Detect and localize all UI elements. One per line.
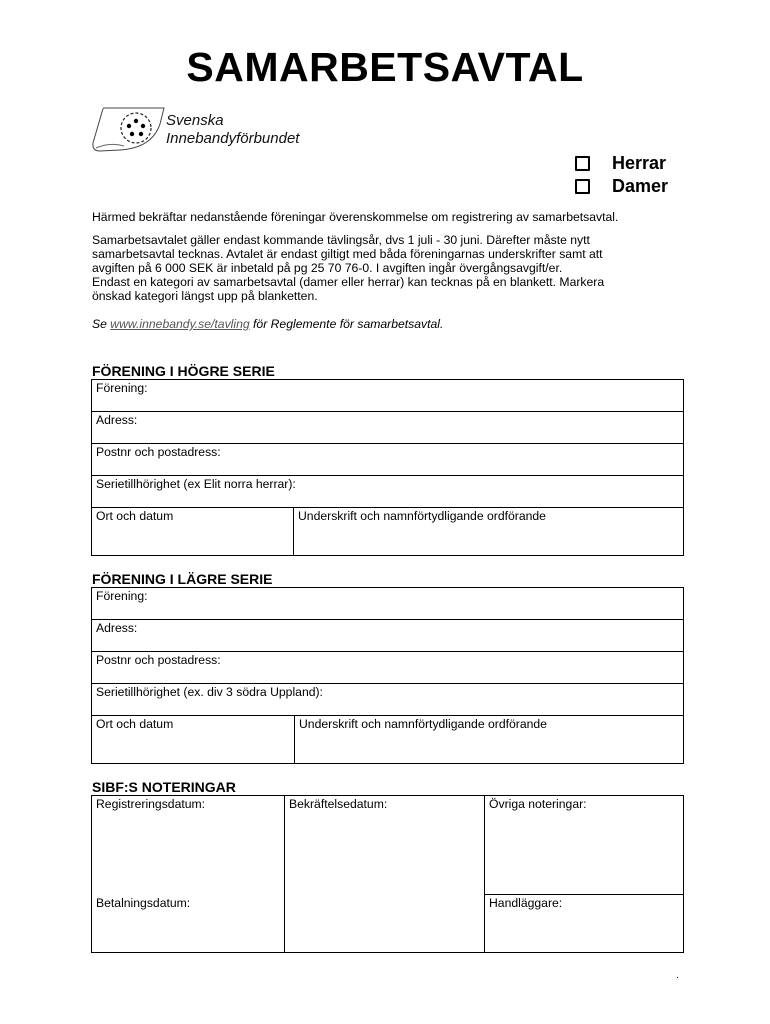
higher-ort-field[interactable] <box>92 508 294 556</box>
field-label: Postnr och postadress: <box>96 445 221 459</box>
terms-line: Samarbetsavtalet gäller endast kommande tävlingsår, dvs 1 juli - 30 juni. Därefter måste nytt <box>92 233 590 247</box>
logo-line-1: Svenska <box>166 112 224 129</box>
herrar-checkbox[interactable] <box>575 156 590 171</box>
terms-line: samarbetsavtal tecknas. Avtalet är endast giltigt med båda föreningarnas underskrifter samt att <box>92 247 603 261</box>
higher-series-form <box>91 379 684 556</box>
lower-forening-field[interactable] <box>92 588 684 620</box>
lower-serie-field[interactable] <box>92 684 684 716</box>
herrar-label: Herrar <box>612 153 667 173</box>
registrering-field[interactable] <box>92 796 209 812</box>
logo-line-2: Innebandyförbundet <box>166 130 300 147</box>
field-label: Övriga noteringar: <box>489 797 587 811</box>
intro-text-1: Härmed bekräftar nedanstående föreningar överenskommelse om registrering av samarbetsavtal. <box>92 210 619 224</box>
lower-adress-field[interactable] <box>92 620 684 652</box>
damer-label: Damer <box>612 176 669 196</box>
field-label: Serietillhörighet (ex Elit norra herrar): <box>96 477 296 491</box>
field-label: Postnr och postadress: <box>96 653 221 667</box>
field-label: Serietillhörighet (ex. div 3 södra Uppland): <box>96 685 323 699</box>
field-label: Adress: <box>96 413 138 427</box>
field-label: Adress: <box>96 621 138 635</box>
field-label: Förening: <box>96 381 148 395</box>
see-suffix: för Reglemente för samarbetsavtal. <box>249 317 444 331</box>
lower-series-form <box>91 587 684 764</box>
rules-reference <box>92 317 692 331</box>
sibf-notes-box <box>91 795 684 953</box>
option-damer[interactable] <box>575 175 668 198</box>
lower-postnr-field[interactable] <box>92 652 684 684</box>
footer-mark: . <box>676 970 679 981</box>
betalning-field[interactable] <box>92 895 194 911</box>
field-label: Underskrift och namnförtydligande ordförande <box>299 717 547 731</box>
see-prefix: Se <box>92 317 111 331</box>
floorball-icon <box>90 104 170 156</box>
rules-link[interactable]: www.innebandy.se/tavling <box>110 317 250 331</box>
field-label: Bekräftelsedatum: <box>289 797 388 811</box>
higher-postnr-field[interactable] <box>92 444 684 476</box>
field-label: Ort och datum <box>96 509 174 523</box>
higher-forening-field[interactable] <box>92 380 684 412</box>
divider <box>284 796 285 952</box>
category-options <box>575 152 668 198</box>
field-label: Registreringsdatum: <box>96 797 206 811</box>
field-label: Handläggare: <box>489 896 563 910</box>
lower-signature-field[interactable] <box>295 716 684 764</box>
terms-line: önskad kategori längst upp på blanketten. <box>92 289 318 303</box>
higher-serie-field[interactable] <box>92 476 684 508</box>
higher-series-title: FÖRENING I HÖGRE SERIE <box>92 363 275 379</box>
field-label: Underskrift och namnförtydligande ordförande <box>298 509 546 523</box>
higher-signature-field[interactable] <box>294 508 684 556</box>
field-label: Förening: <box>96 589 148 603</box>
field-label: Ort och datum <box>96 717 174 731</box>
page-title: SAMARBETSAVTAL <box>186 44 584 90</box>
intro-terms <box>92 233 692 303</box>
lower-series-title: FÖRENING I LÄGRE SERIE <box>92 571 273 587</box>
option-herrar[interactable] <box>575 152 668 175</box>
field-label: Betalningsdatum: <box>96 896 191 910</box>
lower-ort-field[interactable] <box>92 716 295 764</box>
intro-confirmation <box>92 210 692 224</box>
bekraftelse-field[interactable] <box>285 796 391 812</box>
logo <box>90 104 350 156</box>
ovriga-field[interactable] <box>485 796 591 812</box>
terms-line: avgiften på 6 000 SEK är inbetald på pg 25 70 76-0. I avgiften ingår övergångsavgift/er. <box>92 261 563 275</box>
sibf-notes-title: SIBF:S NOTERINGAR <box>92 779 236 795</box>
higher-adress-field[interactable] <box>92 412 684 444</box>
handlaggare-field[interactable] <box>485 895 566 911</box>
damer-checkbox[interactable] <box>575 179 590 194</box>
divider <box>484 796 485 952</box>
terms-line: Endast en kategori av samarbetsavtal (damer eller herrar) kan tecknas på en blankett. Markera <box>92 275 605 289</box>
